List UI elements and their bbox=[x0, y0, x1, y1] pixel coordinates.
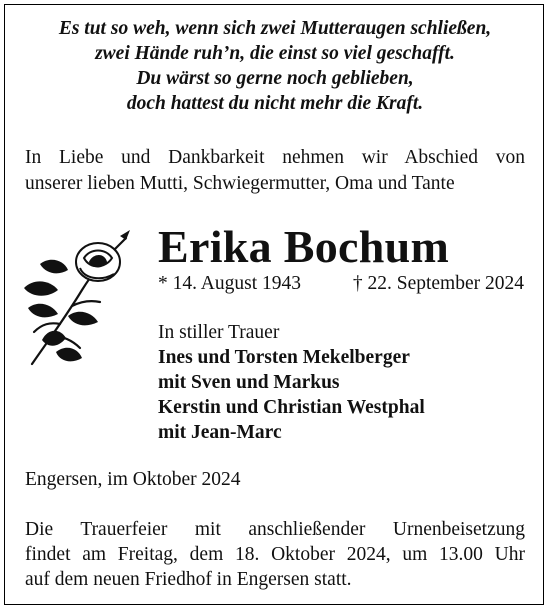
rose-icon bbox=[20, 228, 136, 368]
mourners bbox=[158, 320, 425, 445]
funeral-line: findet am Freitag, dem 18. Oktober 2024, um 13.00 Uhr bbox=[25, 544, 525, 565]
mourner-line: mit Sven und Markus bbox=[158, 372, 340, 393]
poem-line: doch hattest du nicht mehr die Kraft. bbox=[126, 93, 424, 114]
mourner-line: Ines und Torsten Mekelberger bbox=[158, 347, 410, 368]
deceased-name: Erika Bochum bbox=[158, 221, 450, 272]
birth-date: * 14. August 1943 bbox=[158, 273, 302, 294]
intro-line-2: unserer lieben Mutti, Schwiegermutter, Oma und Tante bbox=[25, 173, 455, 194]
poem-line: Es tut so weh, wenn sich zwei Mutteraugen schließen, bbox=[58, 18, 492, 39]
funeral-info bbox=[25, 517, 525, 592]
poem-line: Du wärst so gerne noch geblieben, bbox=[136, 68, 414, 89]
funeral-line: Die Trauerfeier mit anschließender Urnenbeisetzung bbox=[25, 519, 525, 540]
place-date: Engersen, im Oktober 2024 bbox=[25, 469, 241, 490]
death-date: † 22. September 2024 bbox=[352, 273, 524, 294]
poem bbox=[0, 16, 550, 116]
mourner-line: mit Jean-Marc bbox=[158, 422, 282, 443]
mourners-lead: In stiller Trauer bbox=[158, 322, 280, 343]
life-dates bbox=[158, 271, 524, 297]
mourner-line: Kerstin und Christian Westphal bbox=[158, 397, 425, 418]
intro-line-1: In Liebe und Dankbarkeit nehmen wir Abschied von bbox=[25, 147, 525, 168]
funeral-line: auf dem neuen Friedhof in Engersen statt. bbox=[25, 569, 352, 590]
poem-line: zwei Hände ruh’n, die einst so viel geschafft. bbox=[95, 43, 455, 64]
